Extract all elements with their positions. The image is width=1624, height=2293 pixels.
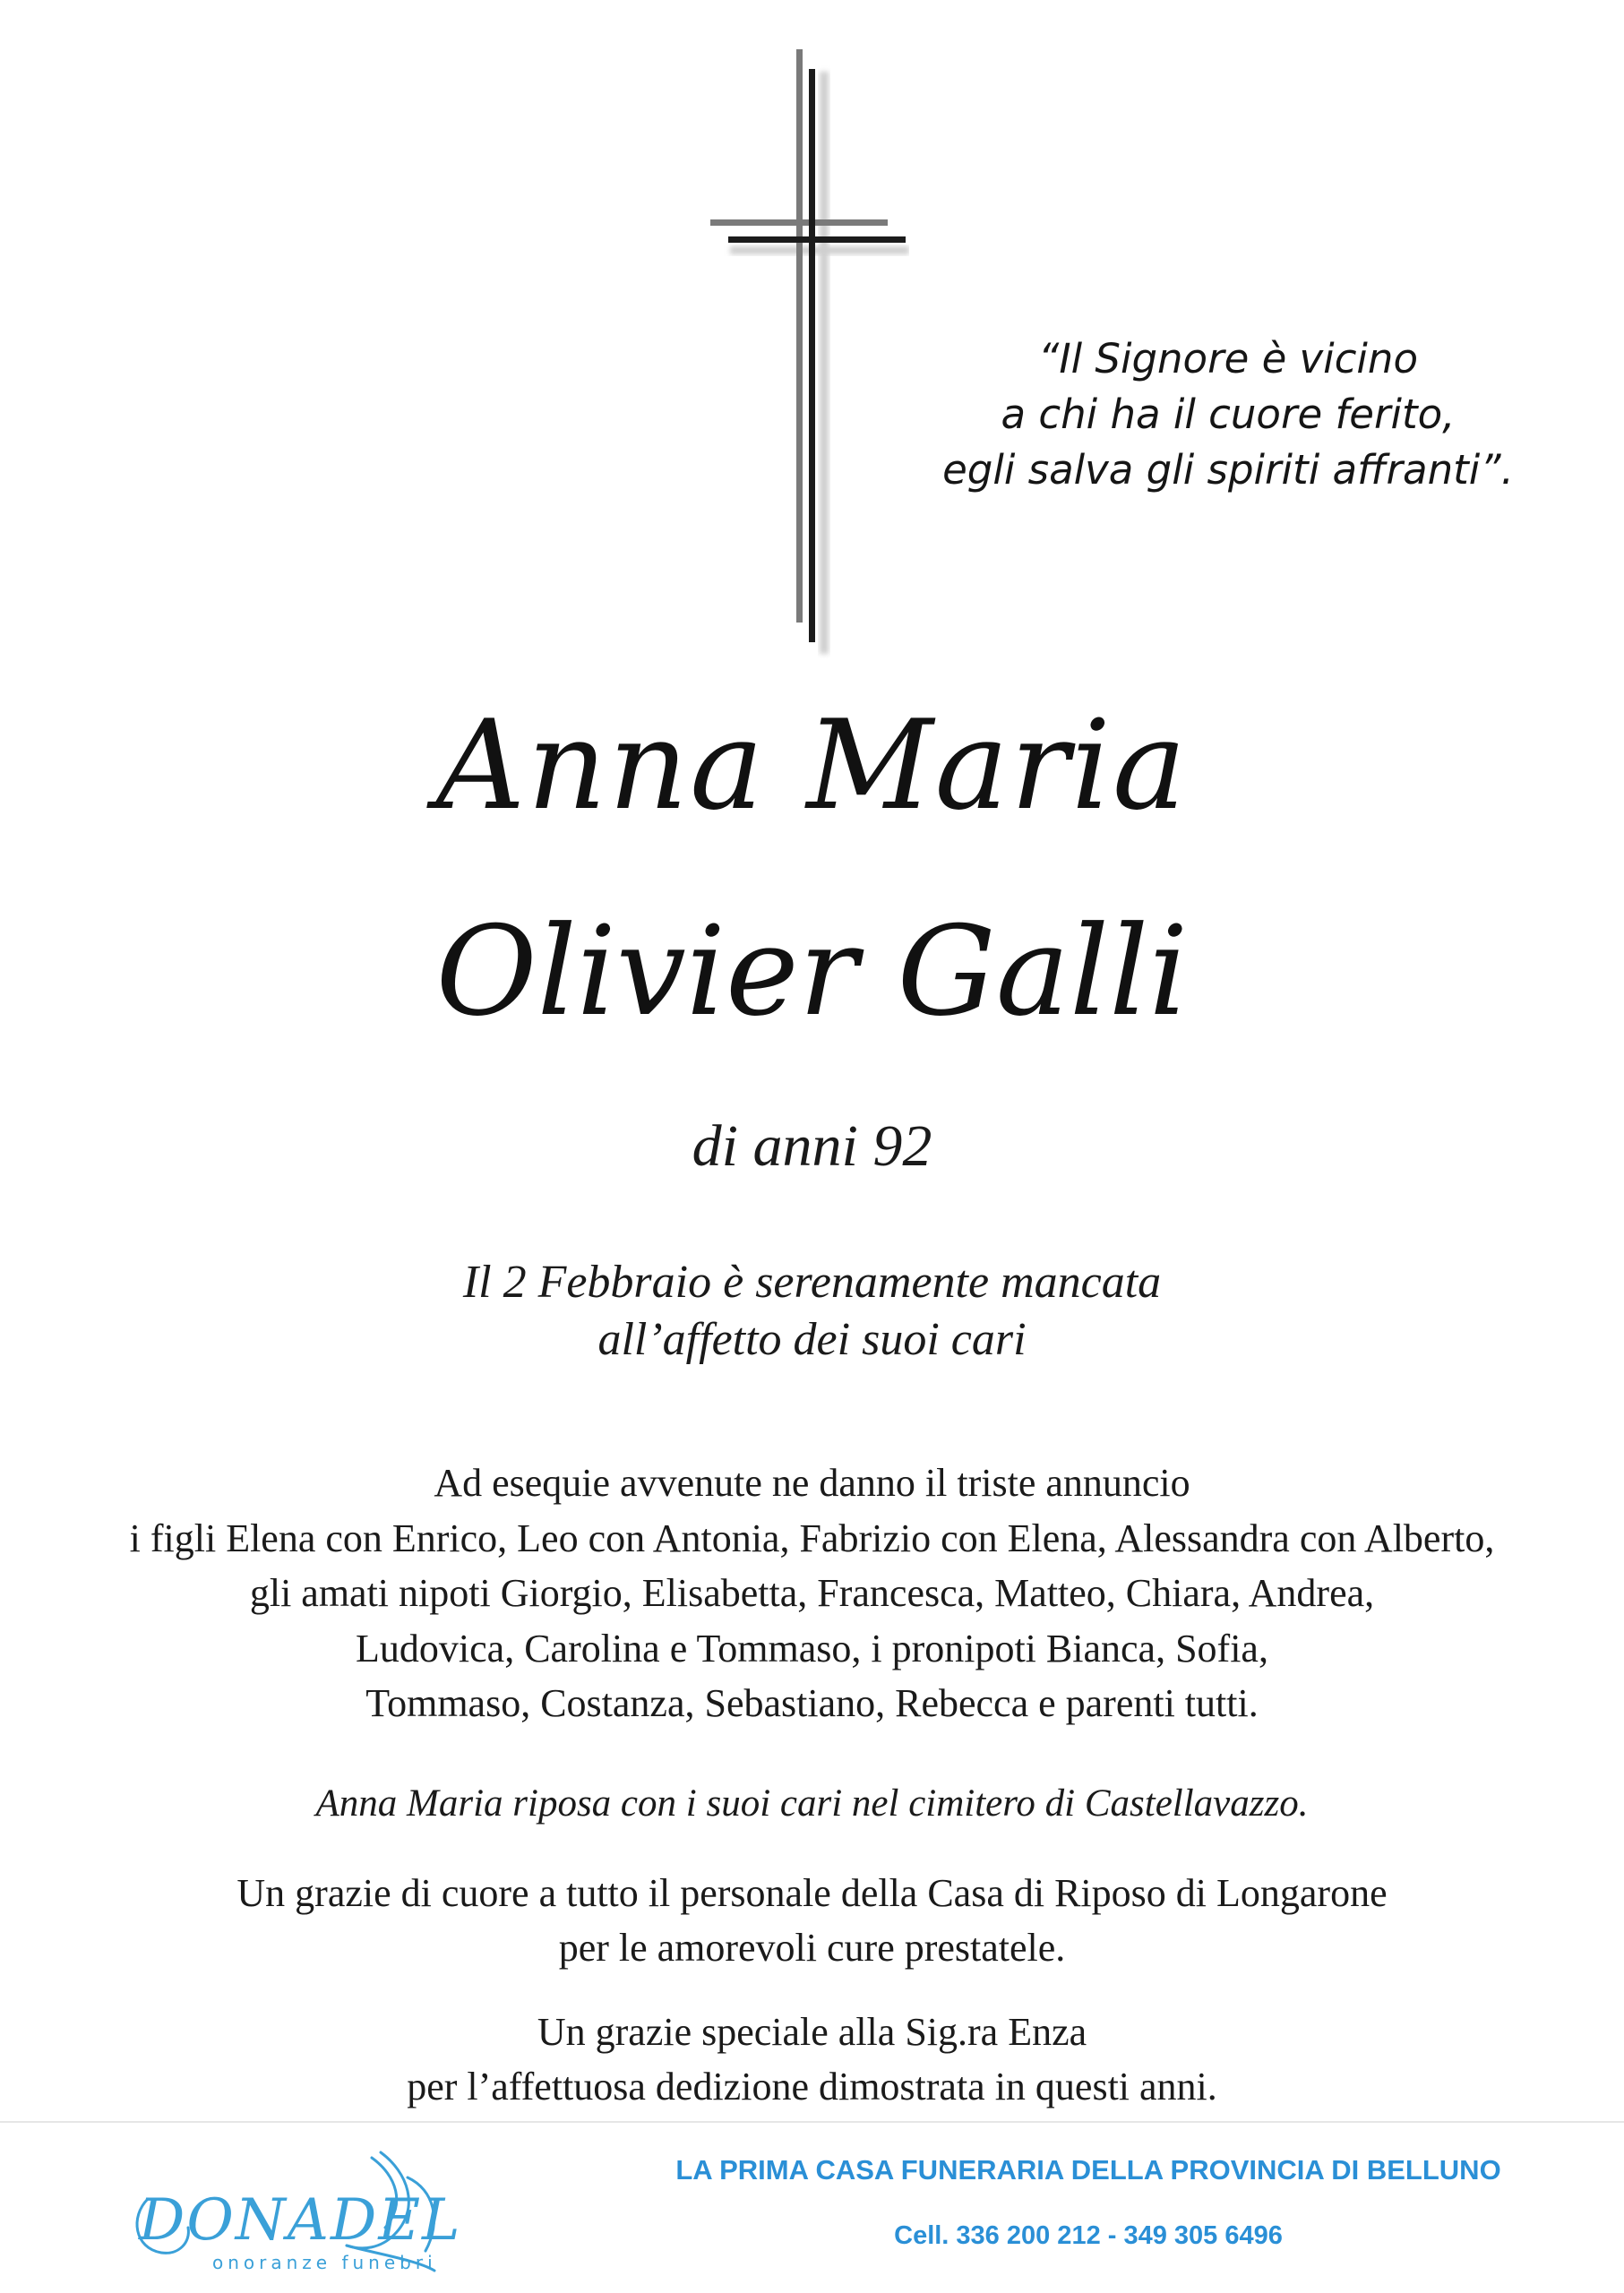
thanks-line: Un grazie speciale alla Sig.ra Enza	[537, 2010, 1087, 2054]
thanks-staff	[0, 1866, 1624, 1975]
thanks-line: per le amorevoli cure prestatele.	[558, 1926, 1066, 1970]
announcement-line: Ludovica, Carolina e Tommaso, i pronipoti Bianca, Sofia,	[356, 1626, 1268, 1670]
logo-wordmark: DONADEL	[139, 2187, 462, 2254]
announcement-line: Tommaso, Costanza, Sebastiano, Rebecca e parenti tutti.	[365, 1681, 1259, 1725]
quote-line: “Il Signore è vicino	[1038, 335, 1418, 382]
funeral-home-logo	[112, 2145, 488, 2280]
thanks-line: per l’affettuosa dedizione dimostrata in questi anni.	[407, 2065, 1217, 2108]
family-announcement	[0, 1456, 1624, 1731]
footer-tagline: LA PRIMA CASA FUNERARIA DELLA PROVINCIA DI BELLUNO	[675, 2154, 1501, 2186]
quote-line: a chi ha il cuore ferito,	[1001, 391, 1456, 438]
footer-divider	[0, 2121, 1624, 2123]
logo-subtitle: onoranze funebri	[212, 2252, 437, 2273]
thanks-special	[0, 2005, 1624, 2114]
announcement-line: Ad esequie avvenute ne danno il triste annuncio	[434, 1461, 1190, 1505]
death-notice-line: Il 2 Febbraio è serenamente mancata	[462, 1257, 1162, 1308]
scripture-quote	[941, 331, 1515, 498]
footer-phones: Cell. 336 200 212 - 349 305 6496	[894, 2221, 1283, 2250]
deceased-first-names: Anna Maria	[435, 693, 1189, 837]
announcement-line: i figli Elena con Enrico, Leo con Antonia, Fabrizio con Elena, Alessandra con Alberto,	[129, 1516, 1495, 1560]
cross-icon	[703, 49, 909, 658]
resting-place: Anna Maria riposa con i suoi cari nel cimitero di Castellavazzo.	[315, 1782, 1309, 1825]
death-notice-line: all’affetto dei suoi cari	[597, 1314, 1027, 1365]
quote-line: egli salva gli spiriti affranti”.	[942, 446, 1514, 494]
thanks-line: Un grazie di cuore a tutto il personale della Casa di Riposo di Longarone	[236, 1871, 1388, 1915]
deceased-surnames: Olivier Galli	[435, 899, 1189, 1043]
announcement-line: gli amati nipoti Giorgio, Elisabetta, Francesca, Matteo, Chiara, Andrea,	[249, 1571, 1375, 1615]
death-notice	[0, 1254, 1624, 1369]
deceased-age: di anni 92	[692, 1113, 932, 1179]
